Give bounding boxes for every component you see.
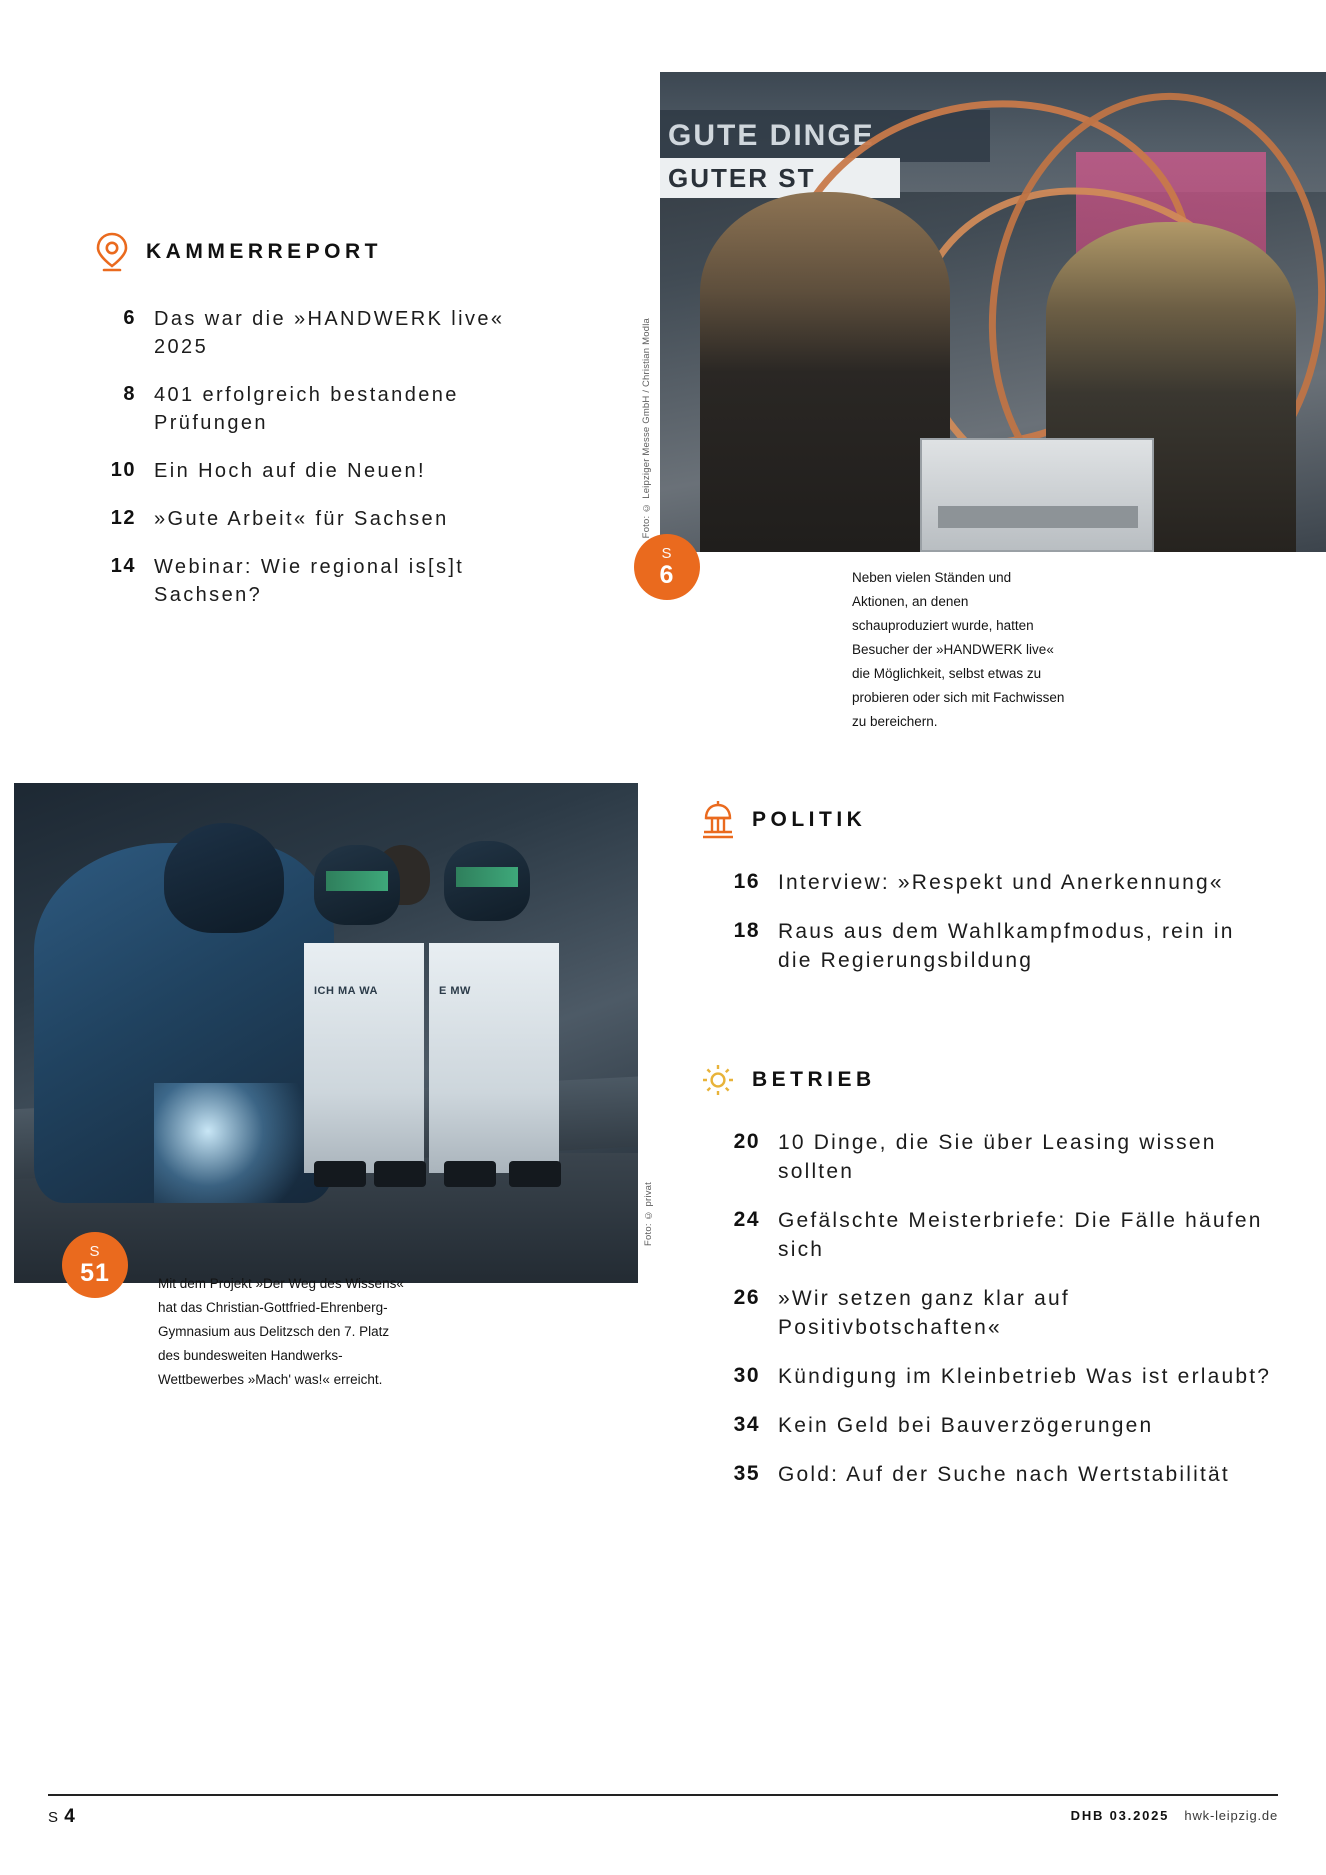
footer-page-number: 4 [64, 1806, 76, 1827]
toc-page-number: 14 [110, 555, 136, 577]
toc-entry-title: Kein Geld bei Bauverzögerungen [778, 1414, 1154, 1437]
location-pin-icon [92, 230, 132, 274]
section-heading-betrieb [698, 1058, 876, 1102]
photo-welding-hood-left [314, 845, 400, 925]
photo-boot [509, 1161, 561, 1187]
toc-entry[interactable] [92, 305, 522, 361]
badge-prefix: S [661, 545, 673, 562]
section-title-politik: POLITIK [752, 808, 867, 831]
toc-page-number: 24 [733, 1208, 760, 1231]
photo-caption-bottom: Mit dem Projekt »Der Weg des Wissens« hat das Christian-Gottfried-Ehrenberg-Gymnasium aus Delitzsch den 7. Platz des bundesweiten Handwerks-Wettbewerbes »Mach' was!« erreicht. [158, 1276, 404, 1387]
footer-divider [48, 1794, 1278, 1796]
toc-entry-title: »Wir setzen ganz klar auf Positivbotschaften« [778, 1287, 1070, 1339]
section-title-kammerreport: KAMMERREPORT [146, 240, 382, 263]
photo-lab-coat-right [429, 943, 559, 1173]
coat-label-right: E MW [439, 985, 471, 997]
toc-entry-title: »Gute Arbeit« für Sachsen [154, 508, 449, 530]
toc-list-kammerreport [92, 305, 522, 629]
toc-page-number: 6 [123, 307, 136, 329]
toc-entry[interactable] [698, 1411, 1278, 1440]
toc-entry-title: Das war die »HANDWERK live« 2025 [154, 308, 505, 358]
toc-entry[interactable] [92, 457, 522, 485]
toc-entry-title: Interview: »Respekt und Anerkennung« [778, 871, 1224, 894]
toc-entry[interactable] [698, 1460, 1278, 1489]
toc-entry-title: 10 Dinge, die Sie über Leasing wissen sollten [778, 1131, 1217, 1183]
footer-issue-info [1071, 1808, 1278, 1823]
page-reference-badge-bottom[interactable] [62, 1232, 128, 1298]
photo-welding-hood-right [444, 841, 530, 921]
photo-lab-coat-left [304, 943, 424, 1173]
badge-page: 51 [80, 1259, 110, 1287]
toc-list-politik [698, 868, 1258, 995]
toc-entry-title: Webinar: Wie regional is[s]t Sachsen? [154, 556, 465, 606]
section-title-betrieb: BETRIEB [752, 1068, 876, 1091]
toc-entry[interactable] [698, 917, 1258, 975]
toc-page-number: 20 [733, 1130, 760, 1153]
toc-page-number: 34 [733, 1413, 760, 1436]
toc-entry[interactable] [698, 1284, 1278, 1342]
section-heading-politik [698, 798, 866, 842]
toc-entry[interactable] [92, 505, 522, 533]
toc-entry[interactable] [92, 553, 522, 609]
photo-equipment-box [920, 438, 1154, 552]
badge-prefix: S [89, 1243, 101, 1260]
toc-entry-title: Ein Hoch auf die Neuen! [154, 460, 427, 482]
footer-page-prefix: S [48, 1809, 60, 1826]
toc-entry[interactable] [698, 1206, 1278, 1264]
toc-list-betrieb [698, 1128, 1278, 1509]
photo-person-left [700, 192, 950, 552]
toc-page-number: 12 [110, 507, 136, 529]
photo-credit-bottom: Foto: © privat [643, 1182, 654, 1246]
photo-welding-helmet [164, 823, 284, 933]
toc-entry[interactable] [92, 381, 522, 437]
toc-page-number: 35 [733, 1462, 760, 1485]
toc-page-number: 26 [733, 1286, 760, 1309]
photo-credit-top: Foto: © Leipziger Messe GmbH / Christian Modla [641, 318, 652, 539]
footer-website[interactable]: hwk-leipzig.de [1184, 1808, 1278, 1823]
badge-page: 6 [659, 561, 675, 589]
toc-page-number: 10 [110, 459, 136, 481]
toc-entry[interactable] [698, 1128, 1278, 1186]
toc-entry-title: Raus aus dem Wahlkampfmodus, rein in die Regierungsbildung [778, 920, 1235, 972]
section-heading-kammerreport [92, 230, 382, 274]
photo-banner-text-secondary: GUTER ST [660, 158, 900, 198]
toc-page-number: 30 [733, 1364, 760, 1387]
toc-page-number: 18 [733, 919, 760, 942]
photo-boot [374, 1161, 426, 1187]
toc-entry[interactable] [698, 1362, 1278, 1391]
footer-issue: DHB 03.2025 [1070, 1808, 1170, 1823]
gear-icon [698, 1058, 738, 1102]
toc-entry[interactable] [698, 868, 1258, 897]
photo-caption-top: Neben vielen Ständen und Aktionen, an denen schauproduziert wurde, hatten Besucher der »HANDWERK live« die Möglichkeit, selbst etwas zu probieren oder sich mit Fachwissen zu bereichern. [852, 570, 1065, 729]
toc-entry-title: 401 erfolgreich bestandene Prüfungen [154, 384, 459, 434]
photo-boot [444, 1161, 496, 1187]
toc-page-number: 16 [733, 870, 760, 893]
toc-entry-title: Gefälschte Meisterbriefe: Die Fälle häufen sich [778, 1209, 1263, 1261]
footer-page-indicator [48, 1806, 76, 1828]
photo-banner-text: GUTE DINGE [660, 110, 990, 162]
toc-entry-title: Kündigung im Kleinbetrieb Was ist erlaubt? [778, 1365, 1272, 1388]
photo-handwerk-live [660, 72, 1326, 552]
parliament-icon [698, 798, 738, 842]
coat-label-left: ICH MA WA [314, 985, 378, 997]
toc-page-number: 8 [123, 383, 136, 405]
photo-boot [314, 1161, 366, 1187]
photo-welding-project [14, 783, 638, 1283]
toc-entry-title: Gold: Auf der Suche nach Wertstabilität [778, 1463, 1230, 1486]
page-reference-badge-top[interactable] [634, 534, 700, 600]
